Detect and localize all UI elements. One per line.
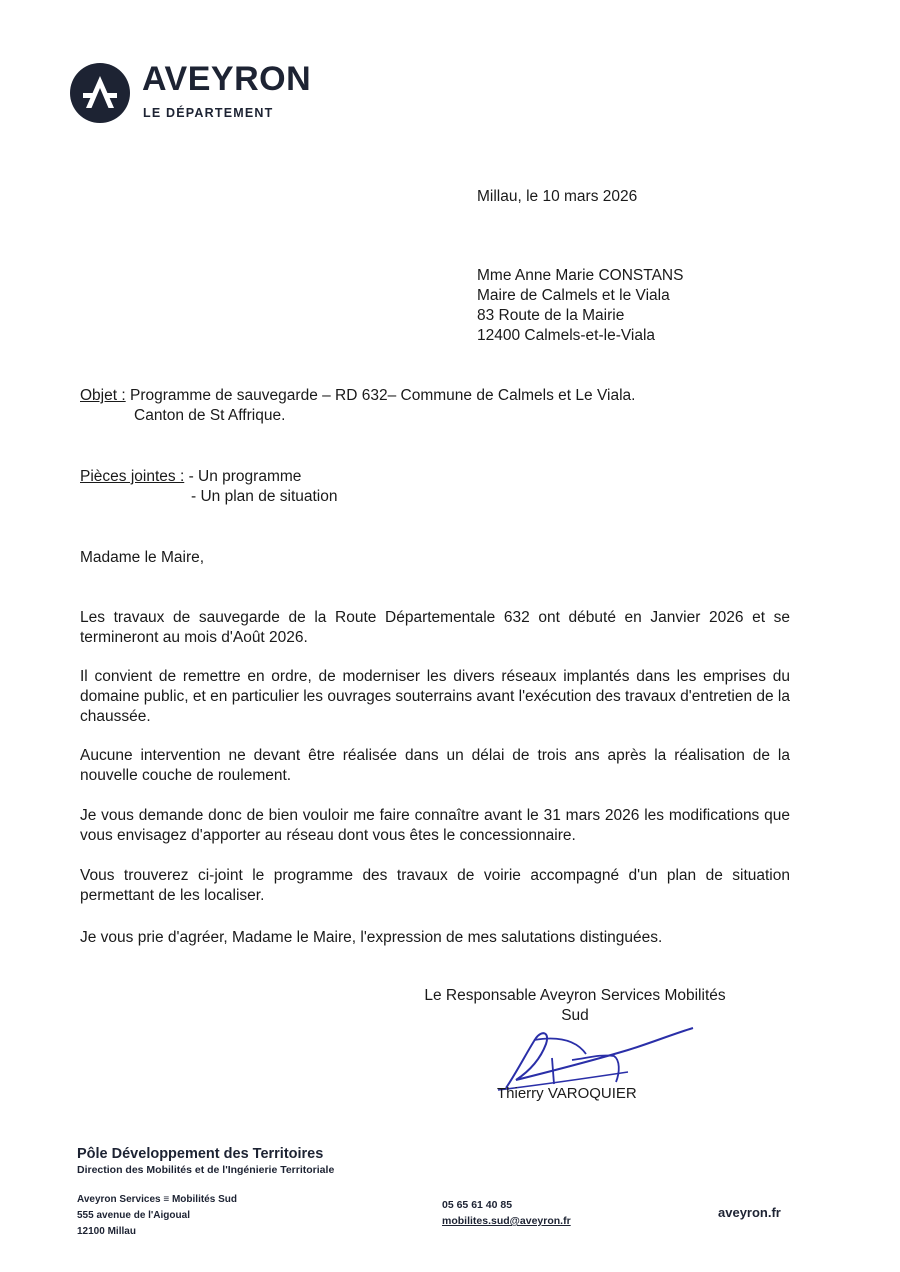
footer-subtitle: Direction des Mobilités et de l'Ingénierie Territoriale	[77, 1164, 335, 1176]
attachment-item: - Un programme	[188, 468, 302, 485]
attachments-label: Pièces jointes :	[80, 468, 185, 485]
footer-address	[77, 1192, 237, 1240]
footer-title: Pôle Développement des Territoires	[77, 1146, 324, 1162]
aveyron-logo-icon	[70, 63, 130, 123]
recipient-line: Mme Anne Marie CONSTANS	[477, 267, 684, 284]
paragraph: Vous trouverez ci-joint le programme des travaux de voirie accompagné d'un plan de situation permettant de les localiser.	[80, 867, 790, 904]
recipient-line: 12400 Calmels-et-le-Viala	[477, 327, 656, 344]
brand-subtitle: LE DÉPARTEMENT	[143, 106, 274, 120]
footer-address-line: Aveyron Services ≡ Mobilités Sud	[77, 1194, 237, 1205]
recipient-line: Maire de Calmels et le Viala	[477, 287, 670, 304]
footer-contact	[442, 1197, 571, 1229]
paragraph: Je vous prie d'agréer, Madame le Maire, l'expression de mes salutations distinguées.	[80, 929, 663, 946]
recipient-line: 83 Route de la Mairie	[477, 307, 625, 324]
brand-name: AVEYRON	[142, 60, 312, 98]
recipient-block	[477, 266, 683, 346]
object-label: Objet :	[80, 387, 126, 404]
attachment-item: - Un plan de situation	[191, 488, 338, 505]
object-line-1: Programme de sauvegarde – RD 632– Commune de Calmels et Le Viala.	[129, 387, 636, 404]
attachments-block	[80, 467, 337, 507]
salutation: Madame le Maire,	[80, 549, 205, 566]
footer-address-line: 12100 Millau	[77, 1226, 136, 1237]
paragraph: Je vous demande donc de bien vouloir me faire connaître avant le 31 mars 2026 les modifications que vous envisagez d'apporter au réseau dont vous êtes le concessionnaire.	[80, 807, 790, 844]
paragraph: Il convient de remettre en ordre, de moderniser les divers réseaux implantés dans les emprises du domaine public, et en particulier les ouvrages souterrains avant l'exécution des travaux d'entretien de la chaussée.	[80, 668, 790, 725]
footer-website-link[interactable]: aveyron.fr	[718, 1205, 781, 1220]
footer-address-line: 555 avenue de l'Aigoual	[77, 1210, 190, 1221]
date-line: Millau, le 10 mars 2026	[477, 188, 638, 205]
object-block	[80, 386, 635, 426]
signer-title-line: Sud	[561, 1007, 589, 1024]
footer-email-link[interactable]: mobilites.sud@aveyron.fr	[442, 1215, 571, 1227]
paragraph: Les travaux de sauvegarde de la Route Départementale 632 ont débuté en Janvier 2026 et se termineront au mois d'Août 2026.	[80, 609, 790, 646]
signer-title-line: Le Responsable Aveyron Services Mobilités	[424, 987, 726, 1004]
signer-name: Thierry VAROQUIER	[497, 1085, 637, 1102]
footer-phone: 05 65 61 40 85	[442, 1199, 513, 1211]
paragraph: Aucune intervention ne devant être réalisée dans un délai de trois ans après la réalisation de la nouvelle couche de roulement.	[80, 747, 790, 784]
object-line-2: Canton de St Affrique.	[134, 407, 286, 424]
